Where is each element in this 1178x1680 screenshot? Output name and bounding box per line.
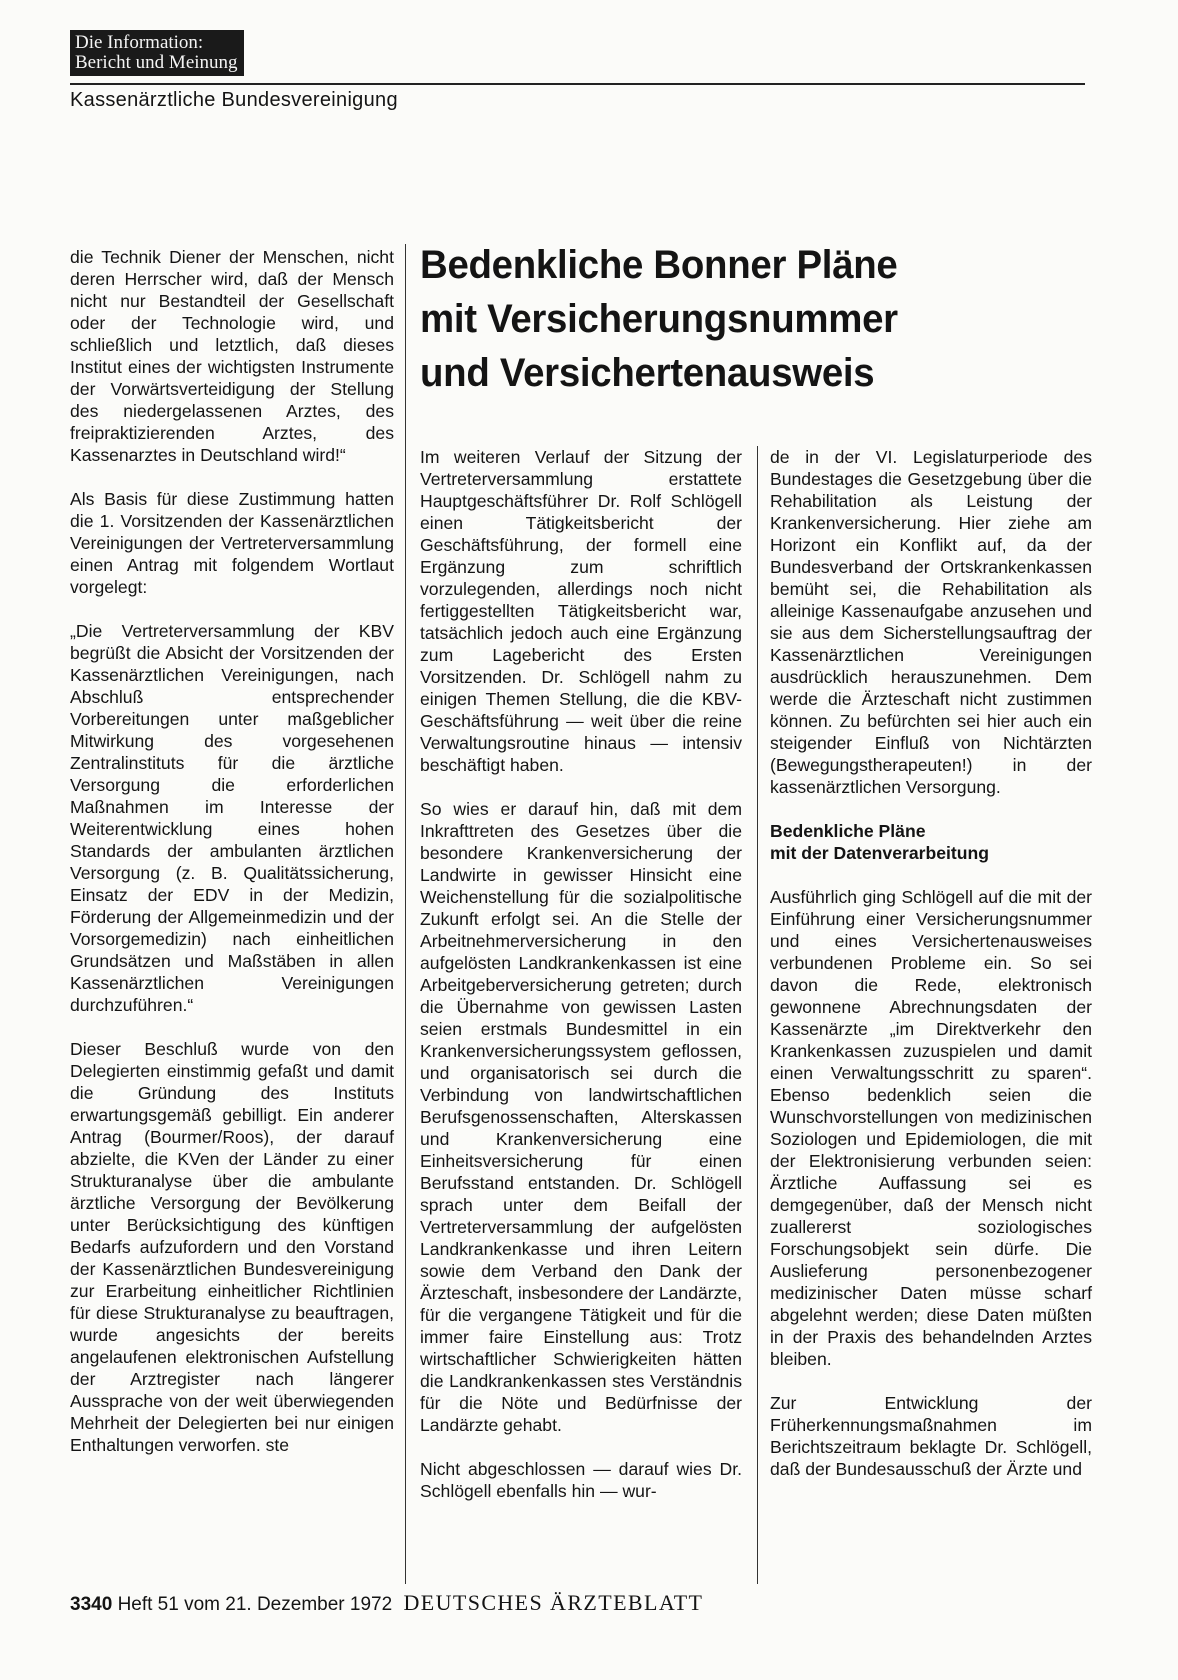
page-number: 3340: [70, 1594, 113, 1615]
column-2: [420, 446, 742, 1524]
subheading-line-2: mit der Datenverarbeitung: [770, 843, 989, 863]
paragraph: die Technik Diener der Menschen, nicht deren Herrscher wird, daß der Mensch nicht nur Bestandteil der Gesellschaft oder der Technologie wird, und schließlich und letztlich, daß dieses Institut eines der wichtigsten Instrumente der Vorwärtsverteidigung der Stellung des niedergelassenen Arztes, des freipraktizierenden Arztes, des Kassenarztes in Deutschland wird!“: [70, 247, 394, 465]
issue-info: Heft 51 vom 21. Dezember 1972: [117, 1594, 393, 1615]
subheading-line-1: Bedenkliche Pläne: [770, 821, 926, 841]
column-divider: [757, 446, 758, 1584]
rubric-line-2: Bericht und Meinung: [75, 52, 238, 73]
paragraph: Zur Entwicklung der Früherkennungsmaßnahmen im Berichtszeitraum beklagte Dr. Schlögell, daß der Bundesausschuß der Ärzte und: [770, 1393, 1092, 1479]
paragraph: Als Basis für diese Zustimmung hatten die 1. Vorsitzenden der Kassenärztlichen Vereinigungen der Vertreterversammlung einen Antrag mit folgendem Wortlaut vorgelegt:: [70, 489, 394, 597]
paragraph: Ausführlich ging Schlögell auf die mit der Einführung einer Versicherungsnummer und eines Versichertenausweises verbundenen Probleme ein. So sei davon die Rede, elektronisch gewonnene Abrechnungsdaten der Kassenärzte „im Direktverkehr den Krankenkassen zuzuspielen und damit einen Verwaltungsschritt zu sparen“. Ebenso bedenklich seien die Wunschvorstellungen von medizinischen Soziologen und Epidemiologen, die mit der Elektronisierung verbunden seien: Ärztliche Auffassung sei es demgegenüber, daß der Mensch nicht zuallererst soziologisches Forschungsobjekt sein dürfe. Die Auslieferung personenbezogener medizinischer Daten müsse scharf abgelehnt werden; diese Daten müßten in der Praxis des behandelnden Arztes bleiben.: [770, 887, 1092, 1369]
rubric-line-1: Die Information:: [75, 32, 204, 53]
paragraph: So wies er darauf hin, daß mit dem Inkrafttreten des Gesetzes über die besondere Krankenversicherung der Landwirte in gewisser Hinsicht eine Weichenstellung für die sozialpolitische Zukunft erfolgt sei. An die Stelle der Arbeitnehmerversicherung in den aufgelösten Landkrankenkassen ist eine Arbeitgeberversicherung getreten; durch die Übernahme von gewissen Lasten seien erstmals Bundesmittel in ein Krankenversicherungssystem geflossen, und organisatorisch sei durch die Verbindung von landwirtschaftlichen Berufsgenossenschaften, Alterskassen und Krankenversicherung eine Einheitsversicherung für einen Berufsstand entstanden. Dr. Schlögell sprach unter dem Beifall der Vertreterversammlung der aufgelösten Landkrankenkasse und ihren Leitern sowie dem Verband den Dank der Ärzteschaft, insbesondere der Landärzte, für die vergangene Tätigkeit und für die immer faire Einstellung aus: Trotz wirtschaftlicher Schwierigkeiten hätten die Landkrankenkassen stes Verständnis für die Nöte und Bedürfnisse der Landärzte gehabt.: [420, 799, 742, 1435]
headline-line-2: mit Versicherungsnummer: [420, 297, 898, 341]
paragraph: de in der VI. Legislaturperiode des Bundestages die Gesetzgebung über die Rehabilitation als Leistung der Krankenversicherung. Hier ziehe am Horizont ein Konflikt auf, da der Bundesverband der Ortskrankenkassen bemüht sei, die Rehabilitation als alleinige Kassenaufgabe anzusehen und sie aus dem Sicherstellungsauftrag der Kassenärztlichen Vereinigungen ausdrücklich herauszunehmen. Dem werde die Ärzteschaft nicht zustimmen können. Zu befürchten sei hier auch ein steigender Einfluß von Nichtärzten (Bewegungstherapeuten!) in der kassenärztlichen Versorgung.: [770, 447, 1092, 797]
headline-line-3: und Versichertenausweis: [420, 351, 875, 395]
section-name: Kassenärztliche Bundesvereinigung: [70, 89, 398, 111]
page-footer: [70, 1590, 703, 1616]
quote-paragraph: „Die Vertreterversammlung der KBV begrüßt die Absicht der Vorsitzenden der Kassenärztlichen Vereinigungen, nach Abschluß entsprechender Vorbereitungen unter maßgeblicher Mitwirkung des vorgesehenen Zentralinstituts für die ärztliche Versorgung die erforderlichen Maßnahmen im Interesse der Weiterentwicklung eines hohen Standards der ambulanten ärztlichen Versorgung (z. B. Qualitätssicherung, Einsatz der EDV in der Medizin, Förderung der Allgemeinmedizin und der Vorsorgemedizin) nach einheitlichen Grundsätzen und Maßstäben in allen Kassenärztlichen Vereinigungen durchzuführen.“: [70, 621, 394, 1015]
headline-line-1: Bedenkliche Bonner Pläne: [420, 243, 898, 287]
column-divider: [405, 244, 406, 1584]
journal-name: DEUTSCHES ÄRZTEBLATT: [403, 1590, 704, 1615]
paragraph: Dieser Beschluß wurde von den Delegierten einstimmig gefaßt und damit die Gründung des Instituts erwartungsgemäß gebilligt. Ein anderer Antrag (Bourmer/Roos), der darauf abzielte, die KVen der Länder zu einer Strukturanalyse über die ambulante ärztliche Versorgung der Bevölkerung unter Berücksichtigung des künftigen Bedarfs aufzufordern und den Vorstand der Kassenärztlichen Bundesvereinigung zur Erarbeitung einheitlicher Richtlinien für diese Strukturanalyse zu beauftragen, wurde angesichts der bereits angelaufenen elektronischen Aufstellung der Arztregister nach längerer Aussprache von der weit überwiegenden Mehrheit der Delegierten bei nur einigen Enthaltungen verworfen. ste: [70, 1039, 394, 1455]
subheading: [770, 820, 1092, 864]
article-headline: [420, 238, 1073, 400]
rubric-badge: [70, 30, 244, 76]
paragraph: Nicht abgeschlossen — darauf wies Dr. Schlögell ebenfalls hin — wur-: [420, 1459, 742, 1501]
header-rule: [70, 83, 1085, 85]
column-3: [770, 446, 1092, 1502]
column-1: [70, 246, 394, 1478]
paragraph: Im weiteren Verlauf der Sitzung der Vertreterversammlung erstattete Hauptgeschäftsführer Dr. Rolf Schlögell einen Tätigkeitsbericht der Geschäftsführung, der formell eine Ergänzung zum schriftlich vorzulegenden, allerdings noch nicht fertiggestellten Tätigkeitsbericht war, tatsächlich jedoch auch eine Ergänzung zum Lagebericht des Ersten Vorsitzenden. Dr. Schlögell nahm zu einigen Themen Stellung, die die KBV-Geschäftsführung — weit über die reine Verwaltungsroutine hinaus — intensiv beschäftigt haben.: [420, 447, 742, 775]
